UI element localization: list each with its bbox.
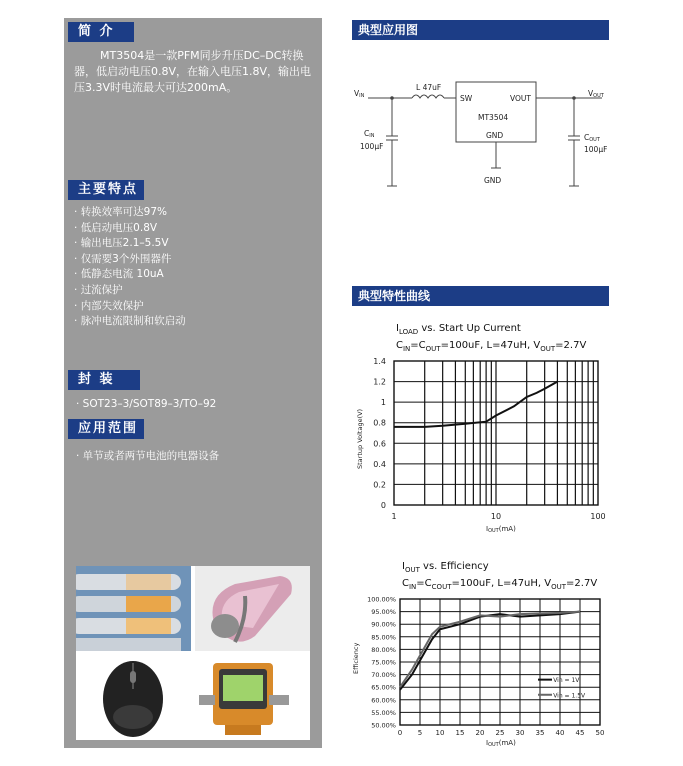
y-tick-label: 0.2: [373, 480, 386, 490]
legend-label: Vin = 1V: [553, 677, 580, 685]
junction-dot: [390, 96, 394, 100]
x-tick-label: 1: [391, 512, 397, 521]
x-tick-label: 10: [435, 729, 445, 737]
x-tick-label: 15: [455, 729, 465, 737]
junction-dot: [572, 96, 576, 100]
inductor-label: L 47uF: [416, 83, 442, 92]
left-sidebar: [64, 18, 322, 748]
gnd-pin-label: GND: [486, 131, 504, 140]
y-tick-label: 1: [380, 398, 386, 408]
y-tick-label: 1.2: [373, 377, 386, 387]
application-heading: 应用范围: [68, 419, 144, 439]
efficiency-chart: [350, 593, 620, 753]
x-tick-label: 25: [495, 729, 505, 737]
bluetooth-headset-photo: [195, 566, 310, 651]
circuit-heading: 典型应用图: [352, 20, 609, 40]
y-tick-label: 95.00%: [371, 608, 396, 617]
x-tick-label: 5: [417, 729, 423, 737]
cin-value: 100μF: [360, 142, 384, 151]
package-heading: 封 装: [68, 370, 140, 390]
vin-label: VIN: [354, 89, 365, 99]
x-tick-label: 20: [475, 729, 485, 737]
y-tick-label: 0.6: [373, 439, 386, 449]
circuit-diagram: [352, 70, 622, 200]
y-tick-label: 50.00%: [371, 721, 396, 730]
x-tick-label: 40: [555, 729, 565, 737]
application-text: · 单节或者两节电池的电器设备: [76, 450, 220, 462]
wireless-mouse-photo: [76, 655, 191, 740]
y-tick-label: 1.4: [373, 357, 386, 366]
y-tick-label: 0.4: [373, 459, 386, 469]
legend-label: Vin = 1.5V: [553, 692, 586, 700]
product-photos: [76, 566, 310, 740]
feature-item: · 内部失效保护: [74, 299, 186, 315]
cout-value: 100μF: [584, 145, 608, 154]
x-tick-label: 35: [535, 729, 545, 737]
y-tick-label: 100.00%: [367, 595, 396, 604]
y-tick-label: 90.00%: [371, 620, 396, 629]
y-axis-label: Startup Voltage(V): [356, 408, 364, 469]
y-tick-label: 80.00%: [371, 645, 396, 654]
digital-meter-photo: [195, 655, 310, 740]
y-tick-label: 70.00%: [371, 671, 396, 680]
feature-item: · 过流保护: [74, 283, 186, 299]
x-tick-label: 30: [515, 729, 525, 737]
intro-text: MT3504是一款PFM同步升压DC–DC转换器，低启动电压0.8V，在输入电压1.8V，输出电压3.3V时电流最大可达200mA。: [74, 49, 312, 94]
x-tick-label: 10: [490, 512, 502, 521]
y-axis-label: Efficiency: [352, 642, 360, 674]
feature-item: · 输出电压2.1–5.5V: [74, 236, 186, 252]
y-tick-label: 55.00%: [371, 708, 396, 717]
feature-item: · 低启动电压0.8V: [74, 221, 186, 237]
x-axis-label: IOUT(mA): [486, 739, 516, 748]
y-tick-label: 65.00%: [371, 683, 396, 692]
y-tick-label: 0: [380, 501, 386, 510]
startup-voltage-chart: [350, 355, 620, 535]
feature-item: · 低静态电流 10uA: [74, 267, 186, 283]
x-tick-label: 0: [397, 729, 403, 737]
vout-label: VOUT: [588, 89, 604, 99]
x-tick-label: 100: [590, 512, 606, 521]
feature-item: · 脉冲电流限制和软启动: [74, 314, 186, 330]
y-tick-label: 75.00%: [371, 658, 396, 667]
y-tick-label: 85.00%: [371, 633, 396, 642]
feature-item: · 转换效率可达97%: [74, 205, 186, 221]
sw-pin-label: SW: [460, 94, 473, 103]
y-tick-label: 0.8: [373, 418, 386, 428]
curves-heading: 典型特性曲线: [352, 286, 609, 306]
x-axis-label: IOUT(mA): [486, 525, 516, 534]
intro-heading: 简 介: [68, 22, 134, 42]
chart2-title: $I_{OUT}$ vs. Efficiency $C_{IN}=C_{COUT}=100uF$, L=47uH, $V_{OUT}=2.7V$: [402, 561, 598, 591]
features-list: [74, 205, 186, 330]
gnd-label: GND: [484, 176, 502, 185]
cout-label: COUT: [584, 133, 600, 143]
package-text: · SOT23–3/SOT89–3/TO–92: [76, 398, 217, 410]
batteries-photo: [76, 566, 191, 651]
x-tick-label: 45: [575, 729, 585, 737]
feature-item: · 仅需要3个外围器件: [74, 252, 186, 268]
chip-label: MT3504: [478, 113, 509, 122]
x-tick-label: 50: [595, 729, 605, 737]
vout-pin-label: VOUT: [510, 94, 531, 103]
chart1-title: $I_{LOAD}$ vs. Start Up Current $C_{IN}=C_{OUT}=100uF$, L=47uH, $V_{OUT}=2.7V$: [396, 323, 587, 353]
cin-label: CIN: [364, 129, 375, 139]
y-tick-label: 60.00%: [371, 696, 396, 705]
features-heading: 主要特点: [68, 180, 144, 200]
